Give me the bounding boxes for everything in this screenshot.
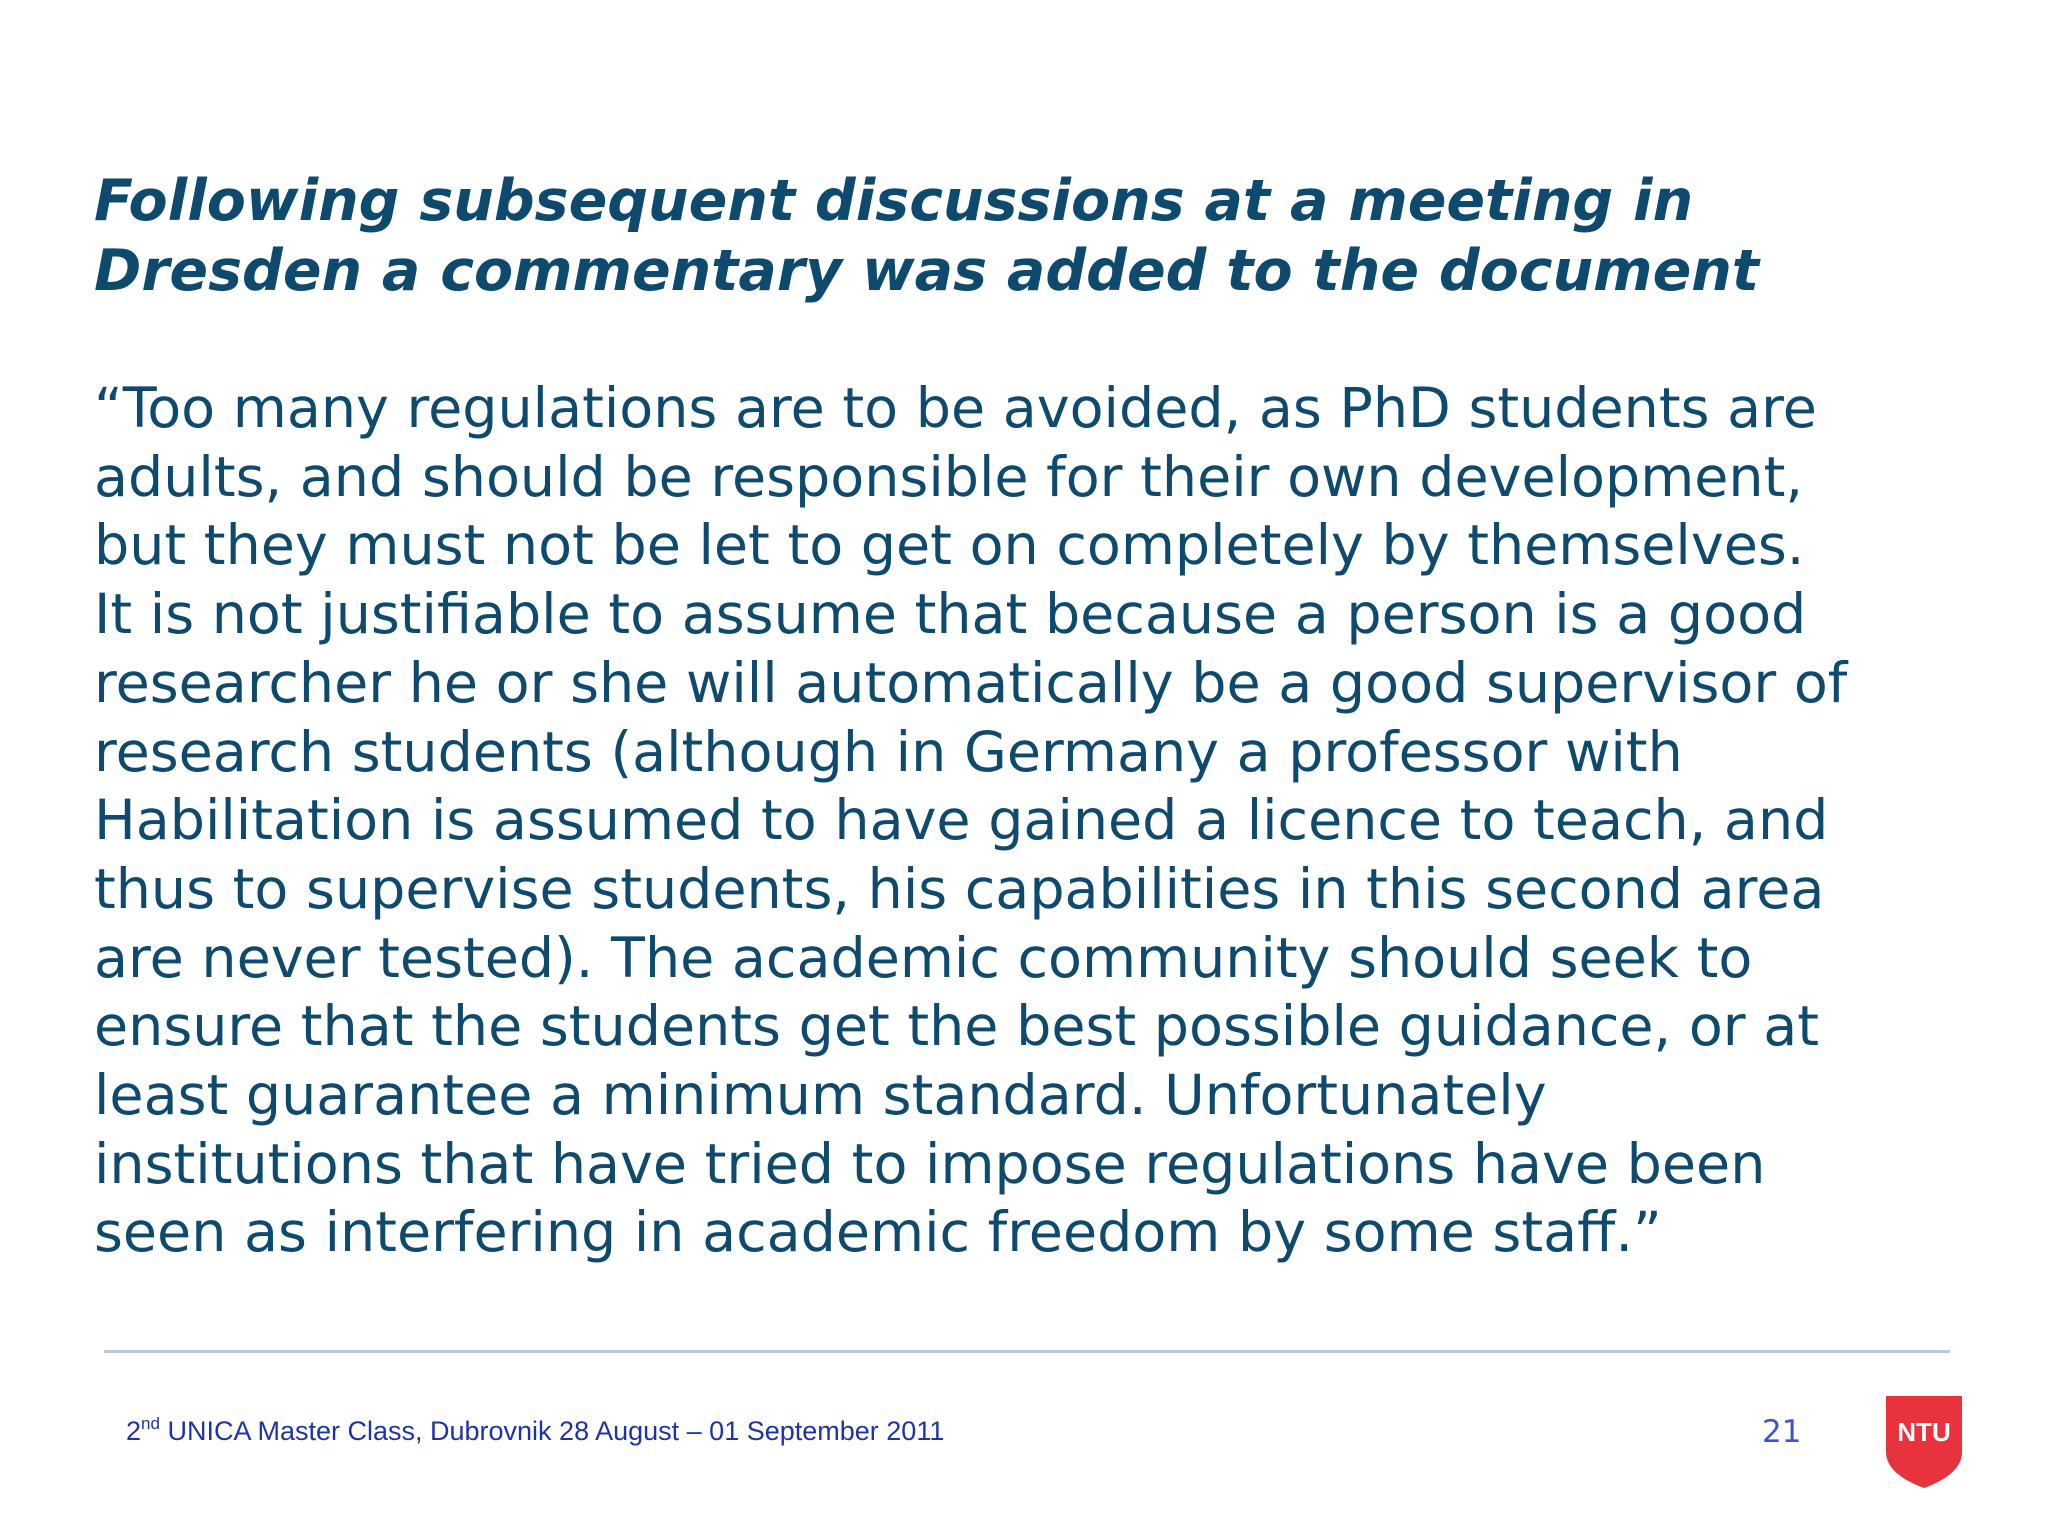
quote-line: Habilitation is assumed to have gained a licence to teach, and bbox=[94, 788, 1829, 854]
footer-event-text bbox=[126, 1415, 944, 1447]
quote-paragraph bbox=[94, 375, 1994, 1268]
title-line: Following subsequent discussions at a meeting in bbox=[94, 168, 1694, 234]
ntu-logo bbox=[1886, 1396, 1962, 1488]
title-line: Dresden a commentary was added to the document bbox=[94, 238, 1760, 304]
footer-ordinal-number: 2 bbox=[126, 1416, 142, 1446]
footer-divider bbox=[104, 1350, 1950, 1353]
slide-title bbox=[94, 166, 1974, 306]
quote-line: seen as interfering in academic freedom by some staff.” bbox=[94, 1200, 1662, 1266]
quote-line: thus to supervise students, his capabilities in this second area bbox=[94, 856, 1825, 922]
quote-line: are never tested). The academic community should seek to bbox=[94, 925, 1753, 991]
quote-line: but they must not be let to get on completely by themselves. bbox=[94, 513, 1805, 579]
quote-line: It is not justifiable to assume that because a person is a good bbox=[94, 582, 1807, 648]
page-number: 21 bbox=[1762, 1414, 1802, 1450]
quote-line: least guarantee a minimum standard. Unfortunately bbox=[94, 1063, 1547, 1129]
logo-text: NTU bbox=[1897, 1417, 1951, 1447]
quote-line: “Too many regulations are to be avoided, as PhD students are bbox=[94, 376, 1817, 441]
quote-line: research students (although in Germany a professor with bbox=[94, 719, 1683, 785]
quote-line: ensure that the students get the best possible guidance, or at bbox=[94, 994, 1820, 1060]
quote-line: adults, and should be responsible for their own development, bbox=[94, 444, 1804, 510]
footer-ordinal-suffix: nd bbox=[141, 1414, 160, 1433]
quote-line: institutions that have tried to impose regulations have been bbox=[94, 1131, 1766, 1197]
footer-event-label: UNICA Master Class, Dubrovnik 28 August – 01 September 2011 bbox=[159, 1416, 945, 1446]
quote-line: researcher he or she will automatically be a good supervisor of bbox=[94, 650, 1848, 716]
